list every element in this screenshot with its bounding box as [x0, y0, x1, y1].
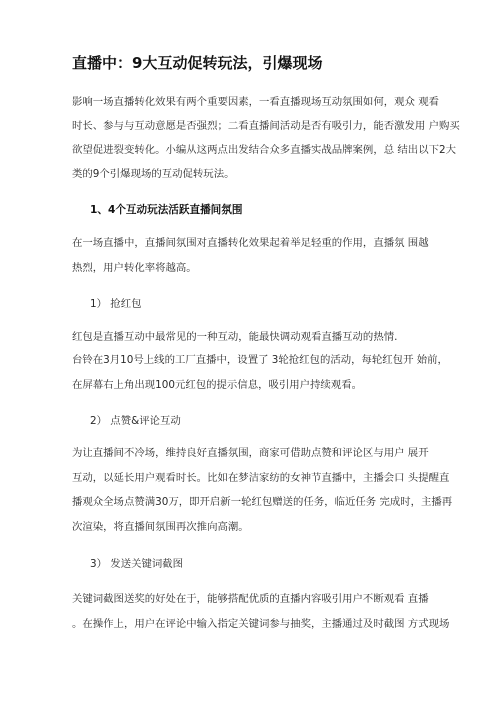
item-label-red-packet: 1） 抢红包 — [90, 298, 142, 310]
item2-line-2: 互动，以延长用户观看时长。比如在梦洁家纺的女神节直播中，主播会口 头提醒直 — [72, 472, 450, 484]
item1-line-3: 在屏幕右上角出现100元红包的提示信息，吸引用户持续观看。 — [72, 379, 362, 391]
intro-line-3: 欲望促进裂变转化。小编从这两点出发结合众多直播实战品牌案例，总 结出以下2大 — [72, 144, 456, 156]
item-label-keyword-screenshot: 3） 发送关键词截图 — [90, 558, 184, 570]
item3-line-1: 关键词截图送奖的好处在于，能够搭配优质的直播内容吸引用户不断观看 直播 — [72, 593, 429, 605]
page-title: 直播中：9大互动促转玩法，引爆现场 — [72, 54, 323, 72]
intro-line-1: 影响一场直播转化效果有两个重要因素，一看直播现场互动氛围如何，观众 观看 — [72, 96, 439, 108]
item3-line-2: 。在操作上，用户在评论中输入指定关键词参与抽奖，主播通过及时截图 方式现场 — [72, 618, 450, 630]
intro-line-2: 时长、参与与互动意愿是否强烈；二看直播间活动是否有吸引力，能否激发用 户购买 — [72, 120, 460, 132]
item1-line-2: 台铃在3月10号上线的工厂直播中，设置了 3轮抢红包的活动，每轮红包开 始前， — [72, 354, 448, 366]
item-label-like-comment: 2） 点赞&评论互动 — [90, 415, 181, 427]
item1-line-1: 红包是直播互动中最常见的一种互动，能最快调动观看直播互动的热情. — [72, 331, 398, 343]
item2-line-1: 为让直播间不冷场，维持良好直播氛围，商家可借助点赞和评论区与用户 展开 — [72, 447, 429, 459]
intro-line-4: 类的9个引爆现场的互动促转玩法。 — [72, 168, 235, 180]
section-para-line-1: 在一场直播中，直播间氛围对直播转化效果起着举足轻重的作用，直播氛 围越 — [72, 237, 429, 249]
item2-line-4: 次渲染，将直播间氛围再次推向高潮。 — [72, 521, 249, 533]
section-para-line-2: 热烈，用户转化率将越高。 — [72, 262, 197, 274]
section-heading: 1、4个互动玩法活跃直播间氛围 — [90, 204, 243, 216]
item2-line-3: 播观众全场点赞满30万，即开启新一轮红包赠送的任务，临近任务 完成时，主播再 — [72, 496, 453, 508]
